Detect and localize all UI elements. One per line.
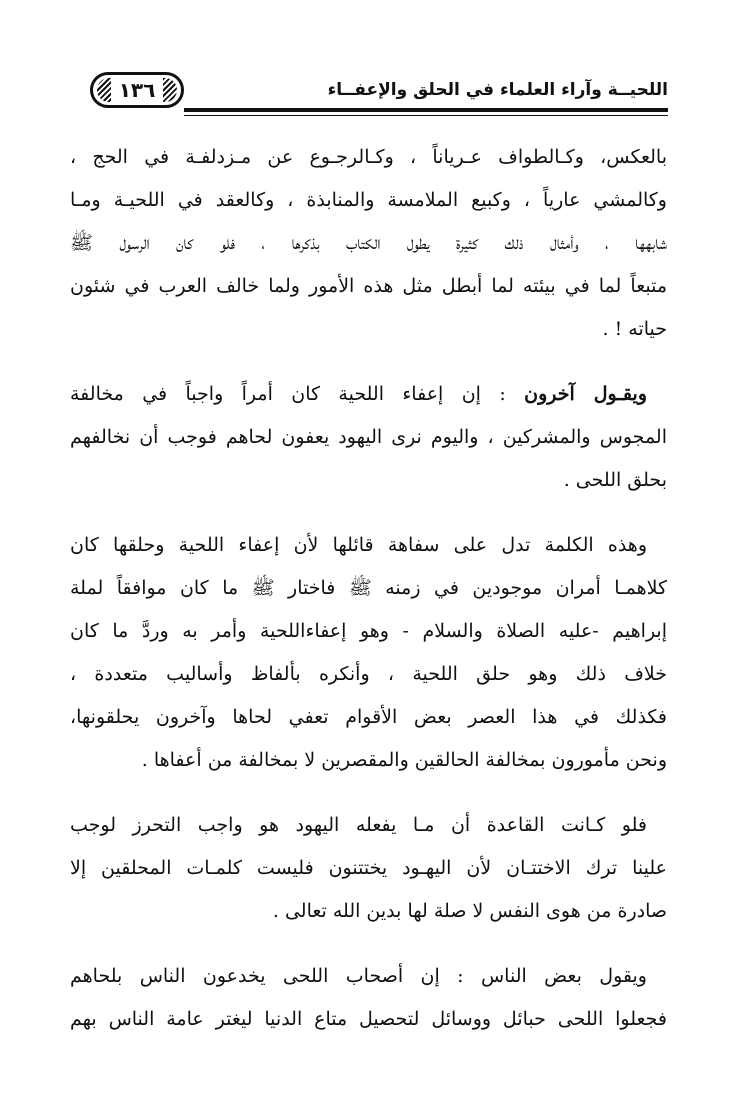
text-line-rest: : إن إعفاء اللحية كان أمراً واجباً في مخالفة — [70, 383, 525, 405]
text-line: متبعاً لما في بيئته لما أبطل مثل هذه الأمور ولما خالف العرب في شئون — [70, 275, 667, 297]
paragraph-4 — [70, 804, 667, 933]
text-line: صادرة من هوى النفس لا صلة لها بدين الله تعالى . — [272, 900, 667, 922]
page-number-badge — [90, 72, 184, 108]
text-line: بحلق اللحى . — [563, 469, 667, 491]
paragraph-5 — [70, 955, 667, 1041]
text-line: فجعلوا اللحى حبائل ووسائل لتحصيل متاع الدنيا ليغتر عامة الناس بهم — [70, 1008, 667, 1030]
text-line: وكالمشي عارياً ، وكبيع الملامسة والمنابذة ، وكالعقد في اللحيـة ومـا — [70, 189, 667, 211]
text-line: فكذلك في هذا العصر بعض الأقوام تعفي لحاها وآخرون يحلقونها، — [70, 706, 667, 728]
text-line — [70, 373, 667, 416]
running-title: اللحيــة وآراء العلماء في الحلق والإعفــاء — [327, 80, 668, 100]
text-line: شابهها ، وأمثال ذلك كثيرة يطول الكتاب بذكرها ، فلو كان الرسول ﷺ — [70, 232, 667, 254]
text-line: فلو كـانت القاعدة أن مـا يفعله اليهود هو واجب التحرز لوجب — [70, 814, 647, 836]
page-number: ١٣٦ — [118, 78, 156, 102]
text-line: بالعكس، وكـالطواف عـرياناً ، وكـالرجـوع عن مـزدلفـة في الحج ، — [70, 146, 667, 168]
text-line: علينا ترك الاختتـان لأن اليهـود يختتنون فليست كلمـات المحلقين إلا — [70, 857, 667, 879]
text-line: وهذه الكلمة تدل على سفاهة قائلها لأن إعفاء اللحية وحلقها كان — [70, 534, 647, 556]
text-line: المجوس والمشركين ، واليوم نرى اليهود يعفون لحاهم فوجب أن نخالفهم — [70, 426, 667, 448]
paragraph-3 — [70, 524, 667, 782]
text-line: ويقول بعض الناس : إن أصحاب اللحى يخدعون الناس بلحاهم — [70, 965, 647, 987]
body-text — [70, 136, 667, 1063]
paragraph-1 — [70, 136, 667, 351]
paragraph-lead: ويقـول آخرون — [524, 383, 647, 405]
header-rule-thin — [184, 115, 668, 116]
text-line: ونحن مأمورون بمخالفة الحالقين والمقصرين لا بمخالفة من أعفاها . — [141, 749, 667, 771]
text-line: إبراهيم -عليه الصلاة والسلام - وهو إعفاءاللحية وأمر به وردَّ ما كان — [70, 620, 667, 642]
text-line: حياته ! . — [602, 318, 667, 340]
paragraph-2 — [70, 373, 667, 502]
page-header — [90, 64, 668, 120]
text-line: خلاف ذلك وهو حلق اللحية ، وأنكره بألفاظ وأساليب متعددة ، — [70, 663, 667, 685]
header-rule-thick — [184, 108, 668, 112]
text-line: كلاهمـا أمران موجودين في زمنه ﷺ فاختار ﷺ ما كان موافقاً لملة — [70, 577, 667, 599]
